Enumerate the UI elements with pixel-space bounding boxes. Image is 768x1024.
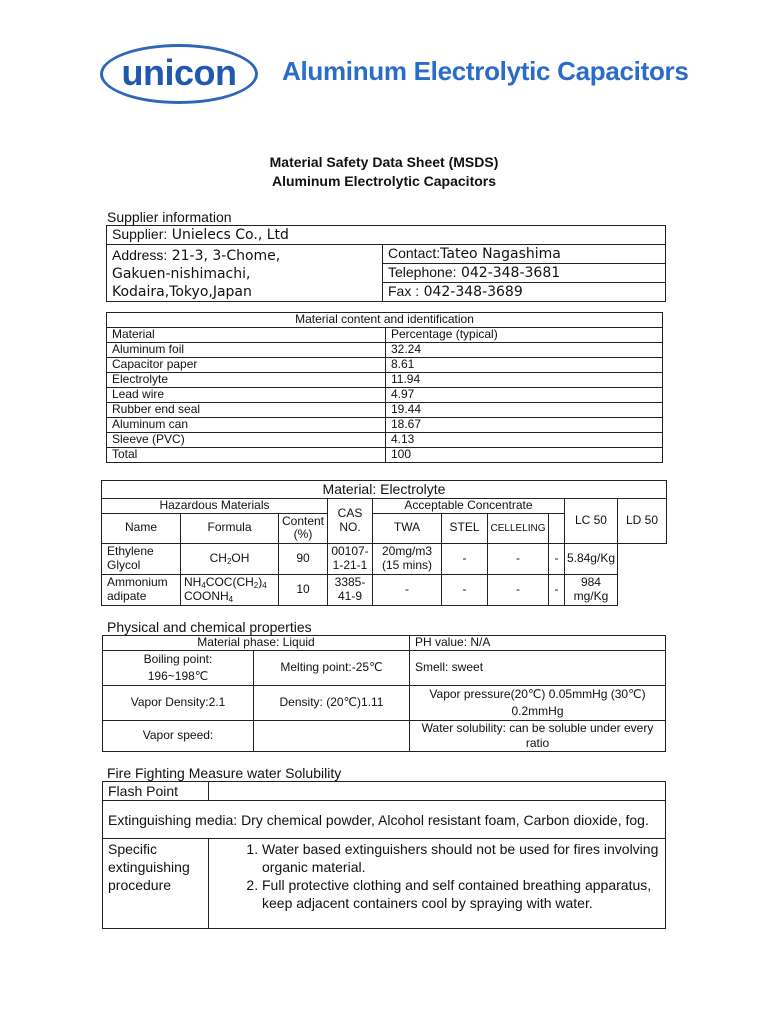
electrolyte-table bbox=[101, 480, 667, 606]
cas-header: CAS NO. bbox=[328, 499, 373, 544]
supplier-table bbox=[106, 225, 666, 302]
ld50-header: LD 50 bbox=[618, 499, 667, 544]
material-percentage: 100 bbox=[386, 448, 663, 463]
material-content-table bbox=[106, 312, 663, 463]
electrolyte-caption: Material: Electrolyte bbox=[102, 481, 667, 499]
table-row bbox=[107, 343, 663, 358]
telephone-value: 042-348-3681 bbox=[456, 265, 561, 282]
table-row bbox=[107, 418, 663, 433]
contact-value: Tateo Nagashima bbox=[440, 246, 561, 263]
vapor-speed-value bbox=[254, 721, 410, 752]
procedure-item: 1. Water based extinguishers should not be used for fires involving organic material. bbox=[262, 840, 660, 876]
contact-label: Contact: bbox=[388, 245, 441, 262]
fire-heading: Fire Fighting Measure water Solubility bbox=[107, 765, 342, 781]
content-header: Content (%) bbox=[279, 513, 328, 543]
procedure-label: Specific extinguishing procedure bbox=[103, 839, 209, 929]
ph-value: PH value: N/A bbox=[410, 636, 666, 651]
table-row bbox=[107, 358, 663, 373]
melting-point: Melting point:-25℃ bbox=[254, 651, 410, 686]
hazard-twa: 20mg/m3 (15 mins) bbox=[373, 543, 442, 574]
procedure-item: 2. Full protective clothing and self contained breathing apparatus, keep adjacent containers cool by spraying with water. bbox=[262, 876, 660, 912]
header-percentage: Percentage (typical) bbox=[386, 328, 663, 343]
lc50-header: LC 50 bbox=[564, 499, 617, 544]
table-row bbox=[102, 543, 667, 574]
material-name: Sleeve (PVC) bbox=[107, 433, 386, 448]
material-name: Total bbox=[107, 448, 386, 463]
hazard-name: Ethylene Glycol bbox=[102, 543, 181, 574]
table-row bbox=[107, 403, 663, 418]
address-line-2: Gakuen-nishimachi, bbox=[112, 266, 251, 282]
fax-label: Fax : bbox=[388, 283, 420, 300]
table-row bbox=[107, 448, 663, 463]
hazard-name: Ammonium adipate bbox=[102, 574, 181, 605]
supplier-label: Supplier: bbox=[112, 226, 168, 243]
table-header-row bbox=[107, 328, 663, 343]
hazard-formula: $CH_2OH$ bbox=[181, 543, 279, 574]
material-percentage: 4.13 bbox=[386, 433, 663, 448]
address-cell bbox=[107, 245, 383, 302]
procedure-list-cell bbox=[209, 839, 666, 929]
celleling-header: CELLELING bbox=[488, 513, 549, 543]
boiling-point-cell bbox=[103, 651, 254, 686]
hazard-celleling: - bbox=[488, 543, 549, 574]
material-name: Capacitor paper bbox=[107, 358, 386, 373]
table-row bbox=[107, 388, 663, 403]
hazard-ld50: 5.84g/Kg bbox=[564, 543, 617, 574]
name-header: Name bbox=[102, 513, 181, 543]
physical-heading: Physical and chemical properties bbox=[107, 619, 312, 635]
hazard-stel: - bbox=[442, 574, 488, 605]
hazard-content: 90 bbox=[279, 543, 328, 574]
vapor-pressure: Vapor pressure(20℃) 0.05mmHg (30℃) 0.2mmHg bbox=[410, 686, 666, 721]
material-percentage: 11.94 bbox=[386, 373, 663, 388]
hazard-formula: $NH_4COC(CH_2)_4$ $COONH_4$ bbox=[181, 574, 279, 605]
flash-point-label: Flash Point bbox=[103, 782, 209, 801]
hazard-ld50: 984 mg/Kg bbox=[564, 574, 617, 605]
hazard-cas: 3385-41-9 bbox=[328, 574, 373, 605]
boiling-point-value: 196~198℃ bbox=[147, 669, 209, 683]
stel-header: STEL bbox=[442, 513, 488, 543]
material-percentage: 4.97 bbox=[386, 388, 663, 403]
material-phase: Material phase: Liquid bbox=[103, 636, 410, 651]
address-label: Address: bbox=[112, 247, 168, 263]
document-subtitle: Aluminum Electrolytic Capacitors bbox=[271, 173, 497, 189]
address-line-3: Kodaira,Tokyo,Japan bbox=[112, 284, 252, 300]
material-percentage: 19.44 bbox=[386, 403, 663, 418]
hazard-content: 10 bbox=[279, 574, 328, 605]
hazard-twa: - bbox=[373, 574, 442, 605]
document-title: Material Safety Data Sheet (MSDS) bbox=[269, 154, 499, 170]
table-row bbox=[107, 373, 663, 388]
hazard-stel: - bbox=[442, 543, 488, 574]
logo-text: unicon bbox=[121, 52, 237, 93]
procedure-list bbox=[214, 840, 660, 912]
material-name: Rubber end seal bbox=[107, 403, 386, 418]
material-name: Electrolyte bbox=[107, 373, 386, 388]
fax-value: 042-348-3689 bbox=[419, 284, 523, 301]
supplier-heading: Supplier information bbox=[107, 209, 232, 225]
material-name: Lead wire bbox=[107, 388, 386, 403]
hazard-lc50: - bbox=[549, 574, 565, 605]
telephone-cell bbox=[383, 264, 666, 283]
material-name: Aluminum foil bbox=[107, 343, 386, 358]
boiling-point-label: Boiling point: bbox=[143, 652, 213, 666]
hazard-lc50: - bbox=[549, 543, 565, 574]
vapor-density: Vapor Density:2.1 bbox=[103, 686, 254, 721]
density: Density: (20℃)1.11 bbox=[254, 686, 410, 721]
header-material: Material bbox=[107, 328, 386, 343]
table-row bbox=[102, 574, 667, 605]
material-content-caption: Material content and identification bbox=[107, 313, 663, 328]
material-percentage: 32.24 bbox=[386, 343, 663, 358]
fire-fighting-table bbox=[102, 781, 666, 929]
fax-cell bbox=[383, 283, 666, 302]
extinguishing-media: Extinguishing media: Dry chemical powder, Alcohol resistant foam, Carbon dioxide, fog. bbox=[103, 801, 666, 839]
physical-properties-table bbox=[102, 635, 666, 752]
header-banner: Aluminum Electrolytic Capacitors bbox=[282, 56, 689, 86]
telephone-label: Telephone: bbox=[388, 264, 457, 281]
acceptable-concentrate-header: Acceptable Concentrate bbox=[373, 499, 565, 514]
address-line-1: 21-3, 3-Chome, bbox=[167, 248, 281, 264]
twa-header: TWA bbox=[373, 513, 442, 543]
supplier-value: Unielecs Co., Ltd bbox=[167, 227, 289, 244]
supplier-cell bbox=[107, 226, 666, 245]
water-solubility: Water solubility: can be soluble under every ratio bbox=[410, 721, 666, 752]
hazard-celleling: - bbox=[488, 574, 549, 605]
table-row bbox=[107, 433, 663, 448]
material-percentage: 18.67 bbox=[386, 418, 663, 433]
hazard-cas: 00107-1-21-1 bbox=[328, 543, 373, 574]
material-percentage: 8.61 bbox=[386, 358, 663, 373]
vapor-speed: Vapor speed: bbox=[103, 721, 254, 752]
contact-cell bbox=[383, 245, 666, 264]
hazardous-materials-header: Hazardous Materials bbox=[102, 499, 328, 514]
smell: Smell: sweet bbox=[410, 651, 666, 686]
formula-header: Formula bbox=[181, 513, 279, 543]
flash-point-value bbox=[209, 782, 666, 801]
material-name: Aluminum can bbox=[107, 418, 386, 433]
